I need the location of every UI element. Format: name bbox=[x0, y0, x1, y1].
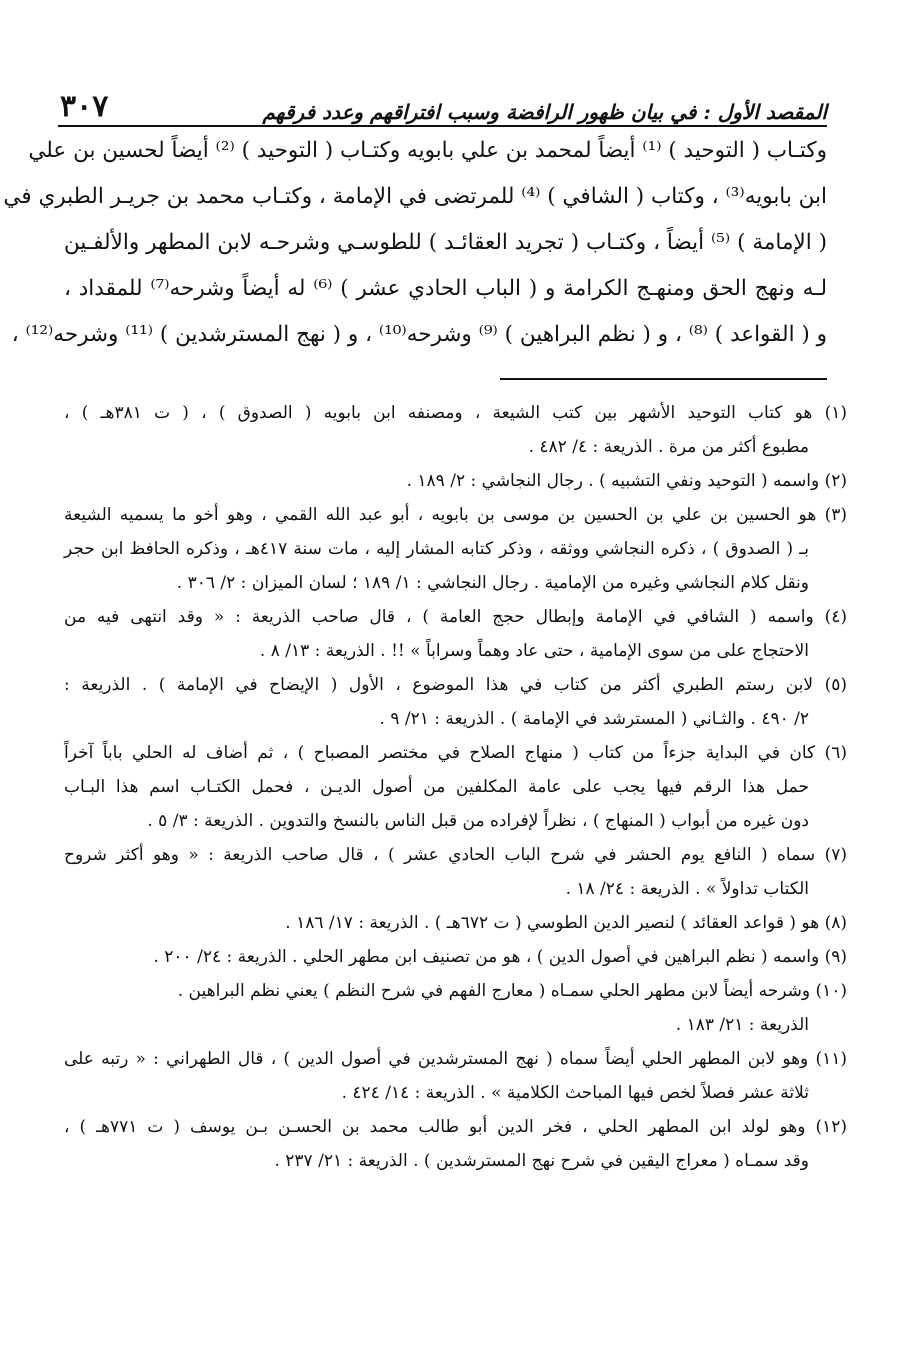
footnote-line: (٧) سماه ( النافع يوم الحشر في شرح الباب الحادي عشر ) ، قال صاحب الذريعة : « وهو أكثر شروح bbox=[64, 845, 847, 865]
footnote-line: وقد سمـاه ( معراج اليقين في شرح نهج المسترشدين ) . الذريعة : ٢١/ ٢٣٧ . bbox=[274, 1151, 809, 1171]
footnote-line: الكتاب تداولاً » . الذريعة : ٢٤/ ١٨ . bbox=[565, 879, 809, 899]
footnote-line: ٢/ ٤٩٠ . والثـاني ( المسترشد في الإمامة ) . الذريعة : ٢١/ ٩ . bbox=[379, 709, 809, 729]
footnote-line: (١١) وهو لابن المطهر الحلي أيضاً سماه ( نهج المسترشدين في أصول الدين ) ، قال الطهراني : « رتبه على bbox=[64, 1049, 847, 1069]
main-line: لـه ونهج الحق ومنهـج الكرامة و ( الباب الحادي عشر ) ⁽⁶⁾ له أيضاً وشرحه⁽⁷⁾ للمقداد ، bbox=[64, 276, 827, 301]
main-line: و ( القواعد ) ⁽⁸⁾ ، و ( نظم البراهين ) ⁽⁹⁾ وشرحه⁽¹⁰⁾ ، و ( نهج المسترشدين ) ⁽¹¹⁾ وشرحه⁽¹²⁾ ، bbox=[11, 322, 827, 347]
footnote-line: (١) هو كتاب التوحيد الأشهر بين كتب الشيعة ، ومصنفه ابن بابويه ( الصدوق ) ، ( ت ٣٨١هـ ) ، bbox=[64, 403, 848, 423]
footnotes bbox=[64, 396, 847, 1178]
main-line: ابن بابويه⁽³⁾ ، وكتاب ( الشافي ) ⁽⁴⁾ للمرتضى في الإمامة ، وكتـاب محمد بن جريـر الطبري في bbox=[3, 184, 827, 209]
footnote-line: (٥) لابن رستم الطبري أكثر من كتاب في هذا الموضوع ، الأول ( الإيضاح في الإمامة ) . الذريعة : bbox=[64, 675, 847, 695]
main-line: وكتـاب ( التوحيد ) ⁽¹⁾ أيضاً لمحمد بن علي بابويه وكتـاب ( التوحيد ) ⁽²⁾ أيضاً لحسين بن علي bbox=[28, 138, 827, 163]
footnote-line: (١٠) وشرحه أيضاً لابن مطهر الحلي سمـاه ( معارج الفهم في شرح النظم ) يعني نظم البراهين . bbox=[177, 981, 847, 1001]
page-header bbox=[60, 72, 827, 124]
footnote-line: (٤) واسمه ( الشافي في الإمامة وإبطال حجج العامة ) ، قال صاحب الذريعة : « وقد انتهى فيه من bbox=[64, 607, 847, 627]
footnote-line: (٢) واسمه ( التوحيد ونفي التشبيه ) . رجال النجاشي : ٢/ ١٨٩ . bbox=[406, 471, 847, 491]
footnote-line: الذريعة : ٢١/ ١٨٣ . bbox=[675, 1015, 809, 1035]
footnote-line: مطبوع أكثر من مرة . الذريعة : ٤/ ٤٨٢ . bbox=[528, 437, 809, 457]
header-rule bbox=[58, 125, 827, 127]
footnote-line: ثلاثة عشر فصلاً لخص فيها المباحث الكلامية » . الذريعة : ١٤/ ٤٢٤ . bbox=[341, 1083, 809, 1103]
main-text bbox=[3, 128, 828, 358]
page-number: ٣٠٧ bbox=[60, 89, 109, 124]
footnote-line: (٩) واسمه ( نظم البراهين في أصول الدين ) ، هو من تصنيف ابن مطهر الحلي . الذريعة : ٢٤/ ٢٠٠ . bbox=[153, 947, 847, 967]
footnote-line: (٦) كان في البداية جزءاً من كتاب ( منهاج الصلاح في مختصر المصباح ) ، ثم أضاف له الحلي باباً آخراً bbox=[64, 743, 847, 763]
footnote-line: حمل هذا الرقم فيها يجب على عامة المكلفين من أصول الديـن ، فحمل الكتـاب اسم هذا البـاب bbox=[64, 777, 809, 797]
footnote-line: دون غيره من أبواب ( المنهاج ) ، نظراً لإفراده من قبل الناس بالنسخ والتدوين . الذريعة : ٣/ ٥ . bbox=[147, 811, 809, 831]
footnote-line: ونقل كلام النجاشي وغيره من الإمامية . رجال النجاشي : ١/ ١٨٩ ؛ لسان الميزان : ٢/ ٣٠٦ . bbox=[176, 573, 809, 593]
footnote-line: (٨) هو ( قواعد العقائد ) لنصير الدين الطوسي ( ت ٦٧٢هـ ) . الذريعة : ١٧/ ١٨٦ . bbox=[285, 913, 847, 933]
main-line: ( الإمامة ) ⁽⁵⁾ أيضاً ، وكتـاب ( تجريد العقائـد ) للطوسـي وشرحـه لابن المطهر والألفـين bbox=[64, 230, 828, 255]
running-title: المقصد الأول : في بيان ظهور الرافضة وسبب افتراقهم وعدد فرقهم bbox=[262, 100, 827, 124]
footnote-line: (٣) هو الحسين بن علي بن الحسين بن موسى بن بابويه ، أبو عبد الله القمي ، وهو أخو ما يسميه الشيعة bbox=[64, 505, 847, 525]
footnote-line: بـ ( الصدوق ) ، ذكره النجاشي ووثقه ، وذكر كتابه المشار إليه ، مات سنة ٤١٧هـ ، وذكره الحافظ ابن حجر bbox=[64, 539, 809, 559]
footnote-separator bbox=[500, 378, 827, 380]
footnote-line: (١٢) وهو لولد ابن المطهر الحلي ، فخر الدين أبو طالب محمد بن الحسـن بـن يوسف ( ت ٧٧١هـ ) ، bbox=[64, 1117, 848, 1137]
footnote-line: الاحتجاج على من سوى الإمامية ، حتى عاد وهماً وسراباً » !! . الذريعة : ١٣/ ٨ . bbox=[259, 641, 809, 661]
